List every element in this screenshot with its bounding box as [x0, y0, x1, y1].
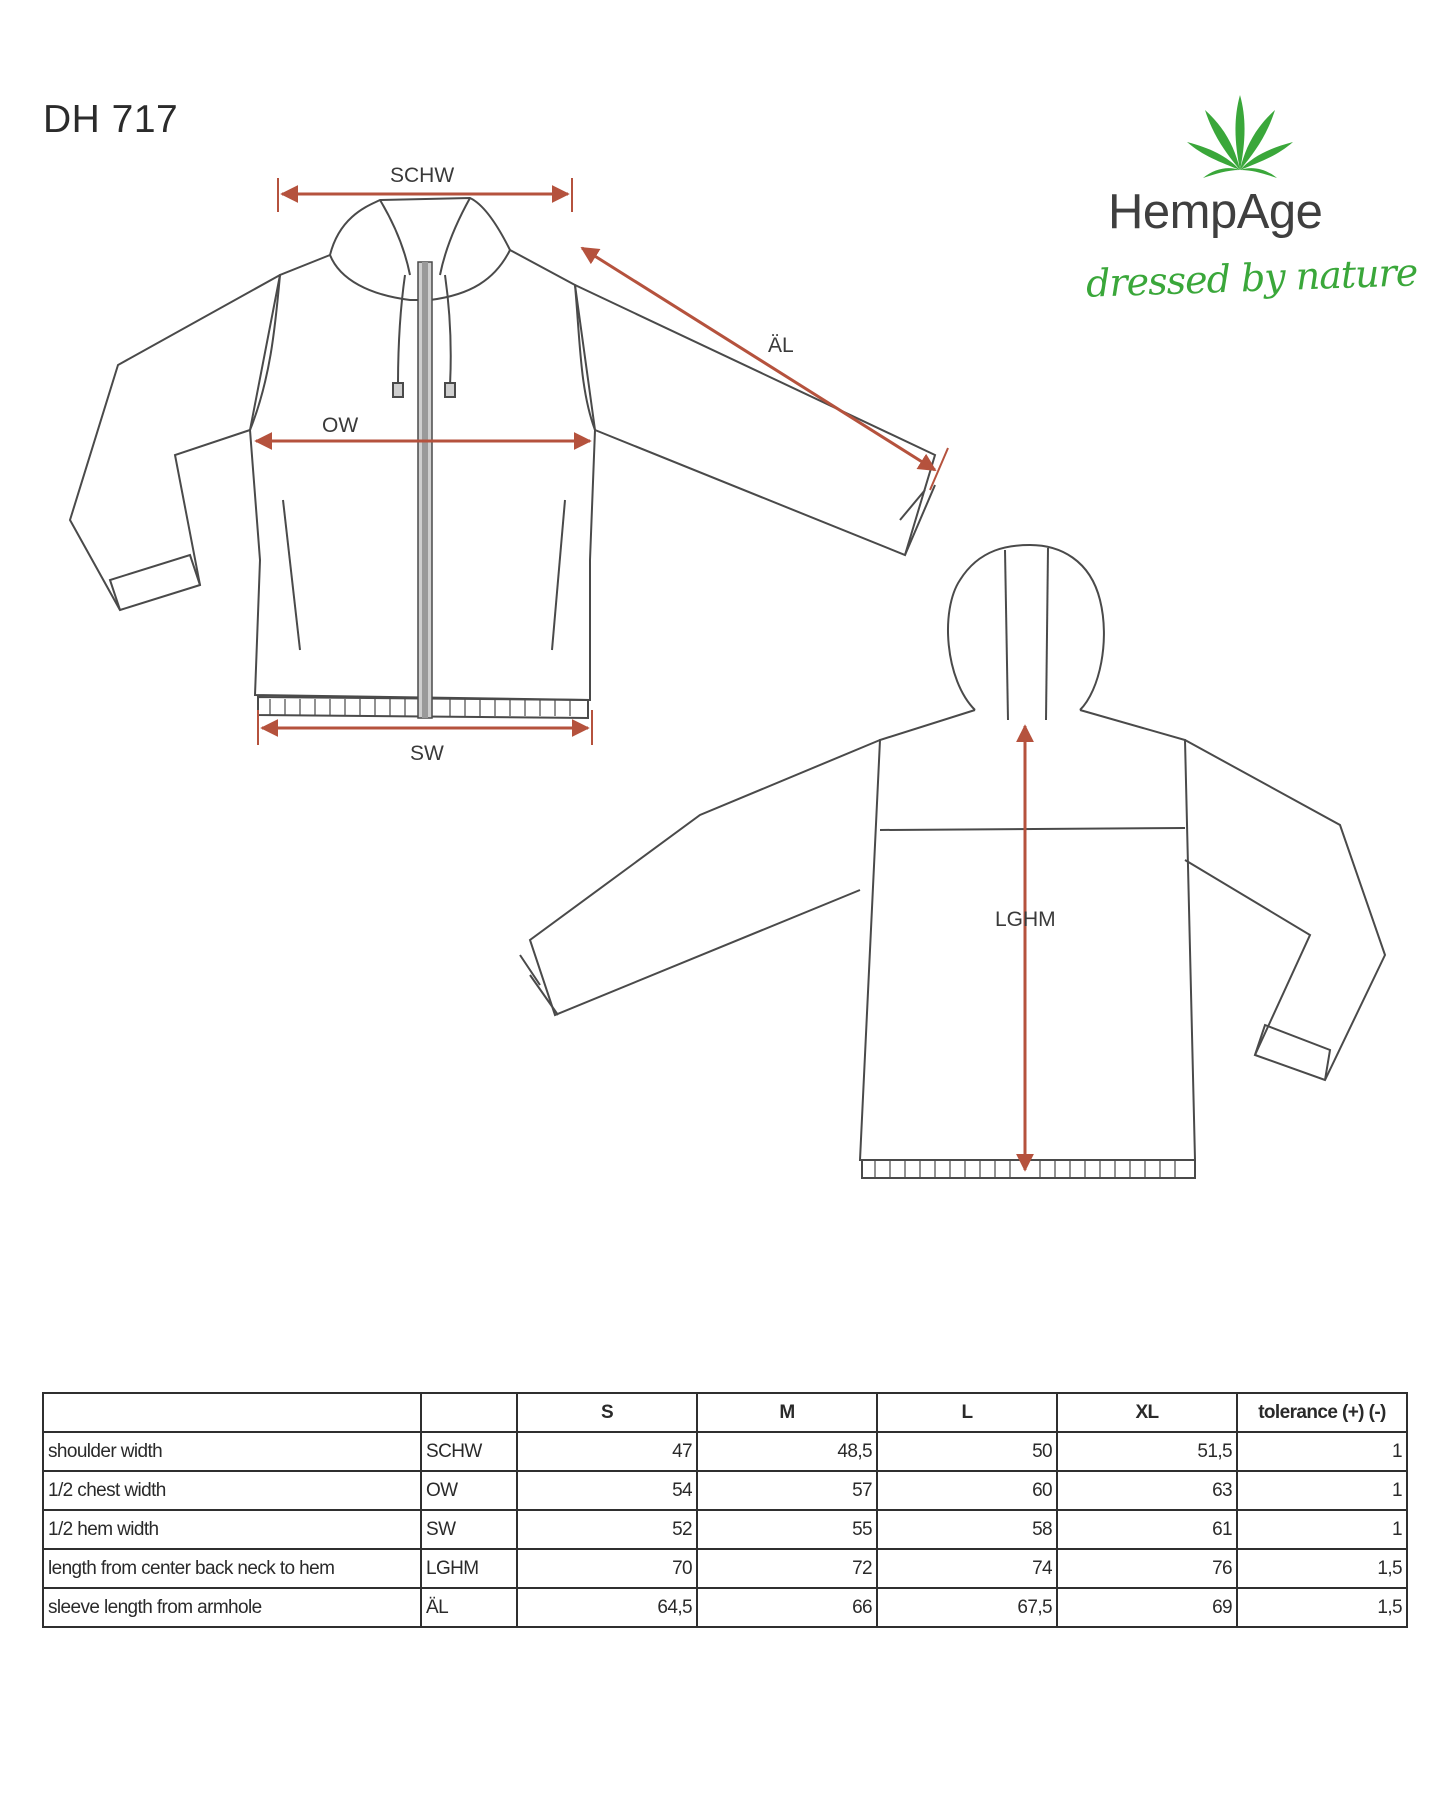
cell-m: 72 — [697, 1549, 877, 1588]
cell-l: 60 — [877, 1471, 1057, 1510]
cell-m: 66 — [697, 1588, 877, 1627]
cell-xl: 69 — [1057, 1588, 1237, 1627]
cell-tolerance: 1 — [1237, 1432, 1407, 1471]
row-code: OW — [421, 1471, 517, 1510]
cell-m: 48,5 — [697, 1432, 877, 1471]
cell-xl: 51,5 — [1057, 1432, 1237, 1471]
size-chart-table — [42, 1392, 1408, 1628]
cell-s: 52 — [517, 1510, 697, 1549]
brand-name: HempAge — [1108, 185, 1323, 239]
cell-l: 67,5 — [877, 1588, 1057, 1627]
cell-tolerance: 1 — [1237, 1510, 1407, 1549]
row-label: length from center back neck to hem — [43, 1549, 421, 1588]
brand-tagline: dressed by nature — [1085, 250, 1418, 306]
cell-s: 47 — [517, 1432, 697, 1471]
table-header: M — [697, 1393, 877, 1432]
table-header-row — [43, 1393, 1407, 1432]
row-code: SW — [421, 1510, 517, 1549]
cell-m: 57 — [697, 1471, 877, 1510]
table-row — [43, 1549, 1407, 1588]
cell-s: 54 — [517, 1471, 697, 1510]
table-row — [43, 1510, 1407, 1549]
cell-s: 64,5 — [517, 1588, 697, 1627]
cell-tolerance: 1 — [1237, 1471, 1407, 1510]
row-code: ÄL — [421, 1588, 517, 1627]
table-header — [421, 1393, 517, 1432]
cell-l: 50 — [877, 1432, 1057, 1471]
table-header — [43, 1393, 421, 1432]
table-row — [43, 1588, 1407, 1627]
label-sw: SW — [410, 742, 444, 765]
jacket-front-view — [70, 198, 935, 718]
table-header: S — [517, 1393, 697, 1432]
table-header: tolerance (+) (-) — [1237, 1393, 1407, 1432]
front-zipper — [418, 262, 432, 718]
row-code: LGHM — [421, 1549, 517, 1588]
cell-xl: 61 — [1057, 1510, 1237, 1549]
row-label: 1/2 hem width — [43, 1510, 421, 1549]
cell-tolerance: 1,5 — [1237, 1549, 1407, 1588]
cell-l: 58 — [877, 1510, 1057, 1549]
table-header: L — [877, 1393, 1057, 1432]
row-code: SCHW — [421, 1432, 517, 1471]
label-schw: SCHW — [390, 164, 455, 187]
jacket-back-view — [520, 545, 1385, 1178]
table-row — [43, 1471, 1407, 1510]
cell-m: 55 — [697, 1510, 877, 1549]
measurement-lines — [256, 178, 1025, 1170]
table-header: XL — [1057, 1393, 1237, 1432]
table-row — [43, 1432, 1407, 1471]
label-ow: OW — [322, 414, 359, 437]
row-label: 1/2 chest width — [43, 1471, 421, 1510]
label-al: ÄL — [768, 334, 794, 357]
cell-l: 74 — [877, 1549, 1057, 1588]
cell-tolerance: 1,5 — [1237, 1588, 1407, 1627]
cell-xl: 76 — [1057, 1549, 1237, 1588]
cell-s: 70 — [517, 1549, 697, 1588]
cell-xl: 63 — [1057, 1471, 1237, 1510]
row-label: shoulder width — [43, 1432, 421, 1471]
model-code: DH 717 — [43, 98, 179, 141]
row-label: sleeve length from armhole — [43, 1588, 421, 1627]
label-lghm: LGHM — [995, 908, 1056, 931]
